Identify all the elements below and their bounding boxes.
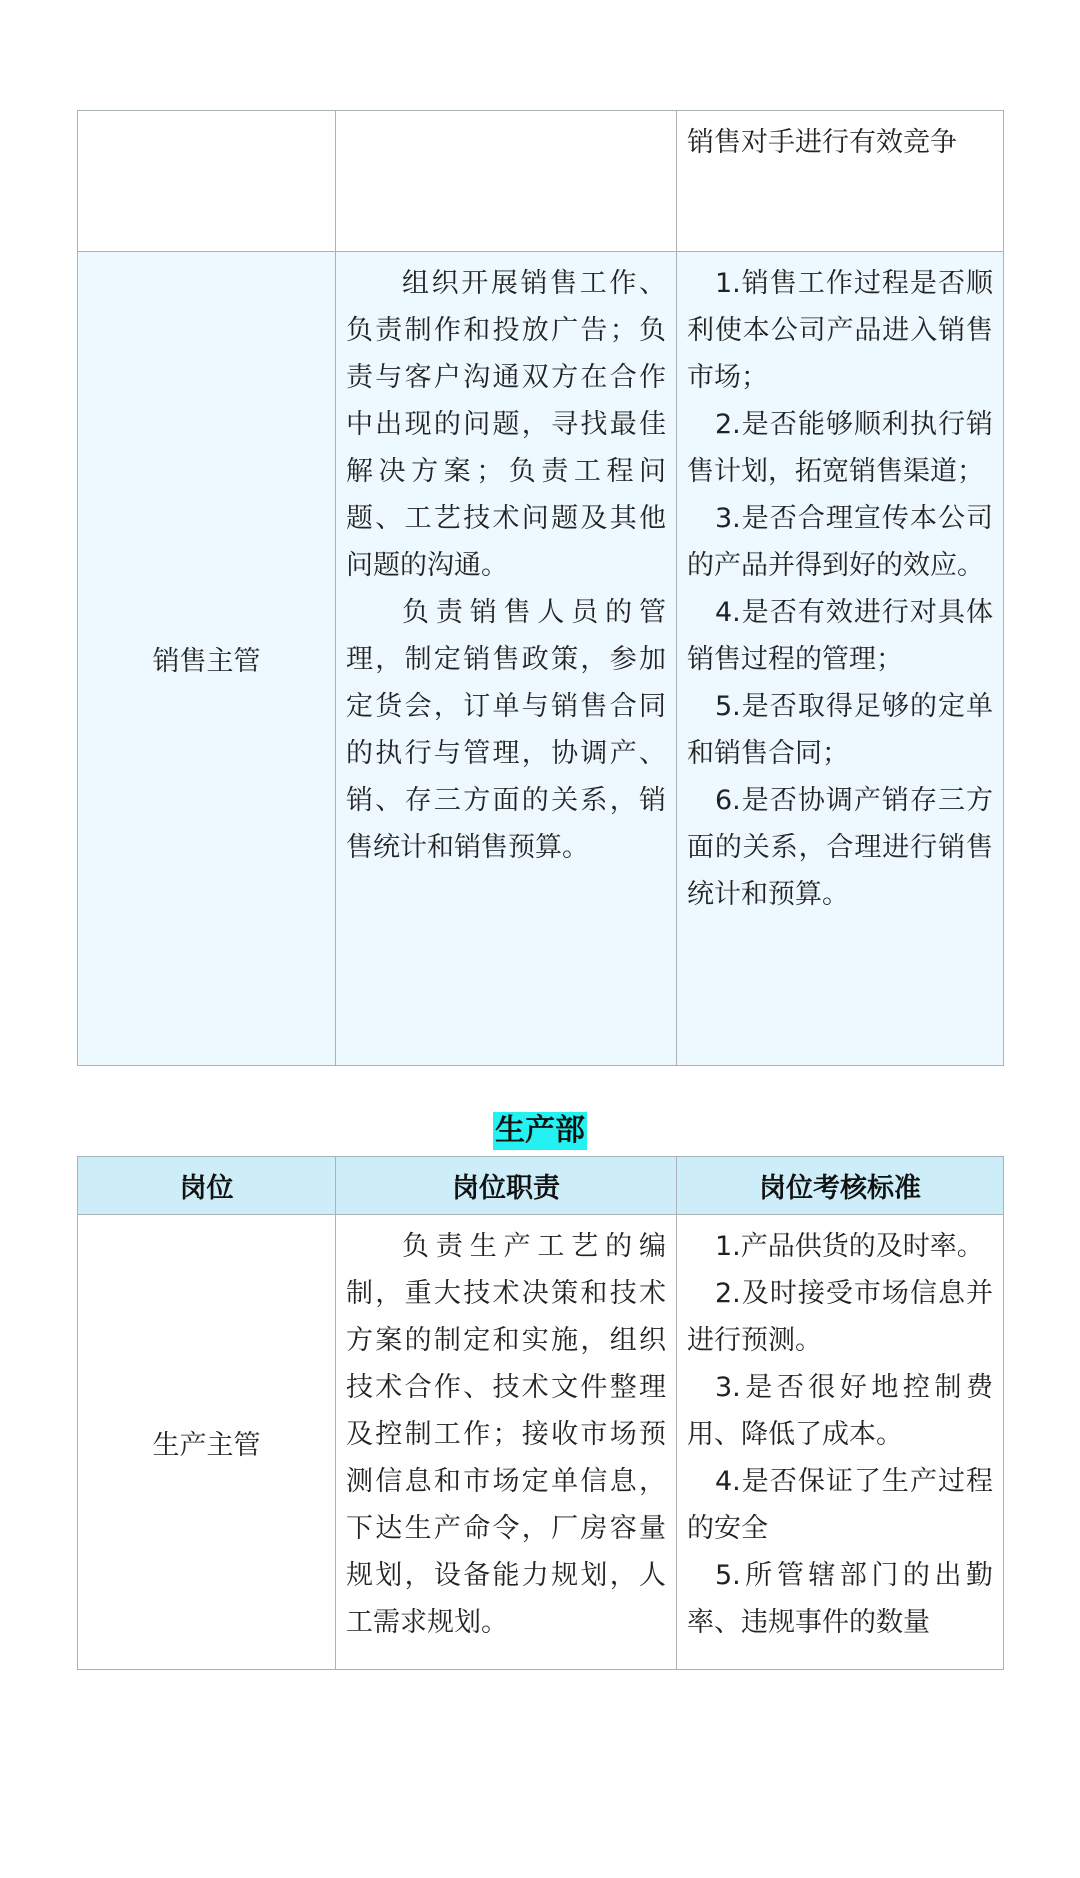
role-cell: 生产主管 — [78, 1215, 336, 1670]
criteria-item: 5.所管辖部门的出勤率、违规事件的数量 — [687, 1560, 993, 1638]
criteria-item: 4.是否有效进行对具体销售过程的管理； — [687, 597, 993, 675]
criteria-item: 2.及时接受市场信息并进行预测。 — [687, 1278, 993, 1356]
section-title: 生产部 — [495, 1113, 585, 1148]
criteria-item: 3.是否合理宣传本公司的产品并得到好的效应。 — [687, 503, 993, 581]
duties-cell-empty — [336, 111, 677, 252]
criteria-item: 5.是否取得足够的定单和销售合同； — [687, 691, 993, 769]
header-duties: 岗位职责 — [336, 1157, 677, 1215]
criteria-item: 1.销售工作过程是否顺利使本公司产品进入销售市场； — [687, 268, 993, 393]
sales-table — [77, 110, 1004, 1066]
criteria-cell — [677, 252, 1004, 1066]
table-row — [78, 111, 1004, 252]
table-row — [78, 252, 1004, 1066]
criteria-line: 销售对手进行有效竞争 — [687, 127, 957, 158]
duty-paragraph: 组织开展销售工作、负责制作和投放广告；负责与客户沟通双方在合作中出现的问题，寻找最佳解决方案；负责工程问题、工艺技术问题及其他问题的沟通。 — [346, 268, 666, 581]
criteria-cell — [677, 111, 1004, 252]
duty-paragraph: 负责销售人员的管理，制定销售政策，参加定货会，订单与销售合同的执行与管理，协调产、销、存三方面的关系，销售统计和销售预算。 — [346, 597, 666, 863]
duties-cell — [336, 1215, 677, 1670]
duty-paragraph: 负责生产工艺的编制，重大技术决策和技术方案的制定和实施，组织技术合作、技术文件整理及控制工作；接收市场预测信息和市场定单信息，下达生产命令，厂房容量规划，设备能力规划，人工需求规划。 — [346, 1231, 666, 1638]
criteria-item: 3.是否很好地控制费用、降低了成本。 — [687, 1372, 993, 1450]
table-header-row — [78, 1157, 1004, 1215]
role-cell-empty — [78, 111, 336, 252]
production-table — [77, 1156, 1004, 1670]
duties-cell — [336, 252, 677, 1066]
header-position: 岗位 — [78, 1157, 336, 1215]
header-criteria: 岗位考核标准 — [677, 1157, 1004, 1215]
role-cell: 销售主管 — [78, 252, 336, 1066]
table-row — [78, 1215, 1004, 1670]
criteria-cell — [677, 1215, 1004, 1670]
criteria-item: 6.是否协调产销存三方面的关系，合理进行销售统计和预算。 — [687, 785, 993, 910]
criteria-item: 4.是否保证了生产过程的安全 — [687, 1466, 993, 1544]
criteria-item: 1.产品供货的及时率。 — [715, 1231, 984, 1262]
criteria-item: 2.是否能够顺利执行销售计划，拓宽销售渠道； — [687, 409, 993, 487]
section-heading — [0, 1112, 1080, 1150]
